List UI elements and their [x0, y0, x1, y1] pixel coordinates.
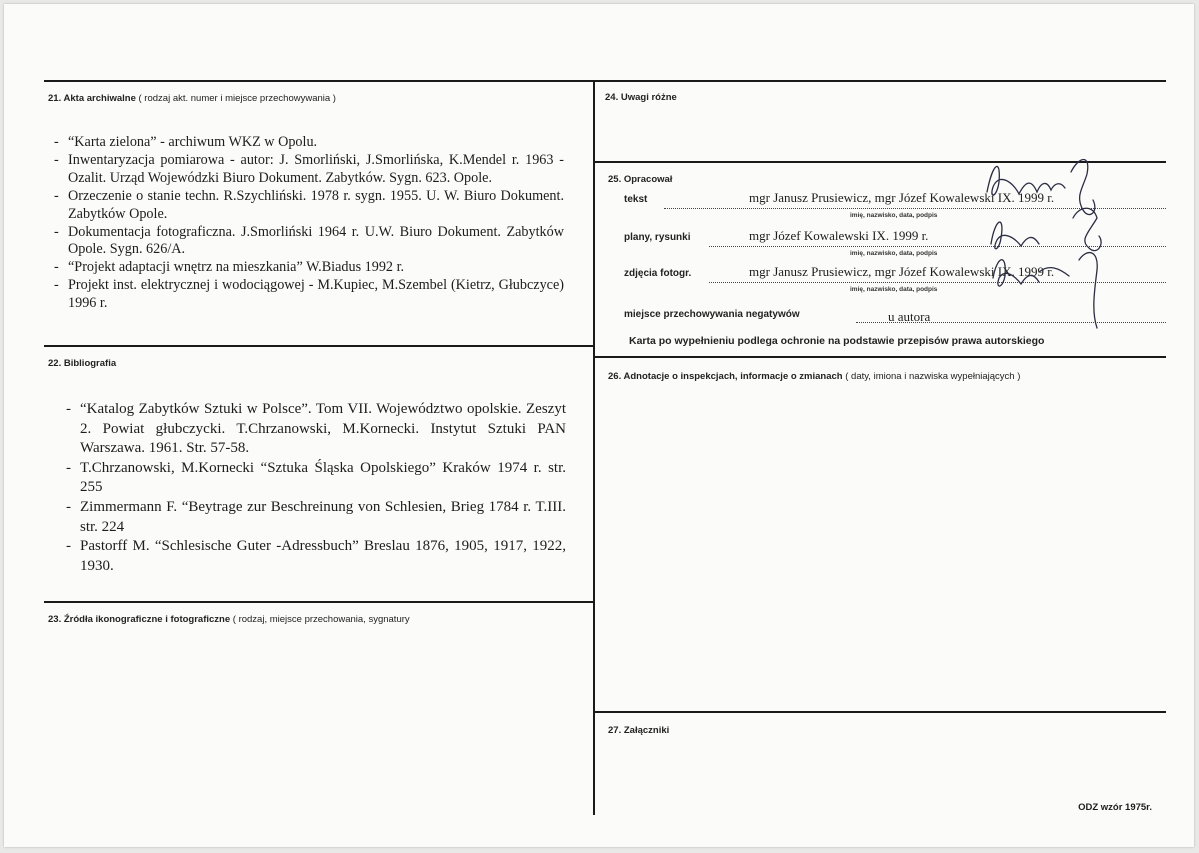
- row-value: mgr Józef Kowalewski IX. 1999 r.: [749, 228, 929, 243]
- section-26-header: 26. Adnotacje o inspekcjach, informacje o zmianach ( daty, imiona i nazwiska wypełniających ): [608, 371, 1021, 382]
- section-23-header: 23. Źródła ikonograficzne i fotograficzne ( rodzaj, miejsce przechowania, sygnatury: [48, 614, 410, 625]
- list-item: - Pastorff M. “Schlesische Guter -Adressbuch” Breslau 1876, 1905, 1917, 1922, 1930.: [66, 537, 566, 576]
- negatives-value: u autora: [888, 309, 931, 324]
- list-item: - “Karta zielona” - archiwum WKZ w Opolu.: [54, 134, 564, 152]
- row-label: plany, rysunki: [624, 232, 691, 243]
- section-27-header: 27. Załączniki: [608, 725, 670, 736]
- section-22-header: 22. Bibliografia: [48, 358, 117, 369]
- row-value: mgr Janusz Prusiewicz, mgr Józef Kowalewski IX. 1999 r.: [749, 190, 1055, 205]
- archival-records-list: [54, 134, 564, 313]
- rule-22-23: [44, 601, 593, 603]
- list-item: - “Katalog Zabytków Sztuki w Polsce”. Tom VII. Województwo opolskie. Zeszyt 2. Powiat głubczycki. T.Chrzanowski, M.Kornecki. Instytut Sztuki PAN Warszawa. 1961. Str. 57-58.: [66, 400, 566, 459]
- list-item: - Inwentaryzacja pomiarowa - autor: J. Smorliński, J.Smorlińska, K.Mendel r. 1963 - Ozalit. Urząd Wojewódzki Biuro Dokument. Zabytków. Sygn. 623. Opole.: [54, 152, 564, 188]
- list-item: - Orzeczenie o stanie techn. R.Szychliński. 1978 r. sygn. 1955. U. W. Biuro Dokument. Zabytków Opole.: [54, 188, 564, 224]
- list-item: - Projekt inst. elektrycznej i wodociągowej - M.Kupiec, M.Szembel (Kietrz, Głubczyce) 1996 r.: [54, 277, 564, 313]
- row-caption: imię, nazwisko, data, podpis: [850, 250, 938, 257]
- rule-26-27: [594, 711, 1166, 713]
- rule-21-22: [44, 345, 593, 347]
- rule-25-26: [594, 356, 1166, 358]
- list-item: - Dokumentacja fotograficzna. J.Smorliński 1964 r. U.W. Biuro Dokument. Zabytków Opole. Sygn. 626/A.: [54, 224, 564, 260]
- row-caption: imię, nazwisko, data, podpis: [850, 212, 938, 219]
- form-template-label: ODZ wzór 1975r.: [1078, 802, 1152, 813]
- list-item: - “Projekt adaptacji wnętrz na mieszkania” W.Biadus 1992 r.: [54, 259, 564, 277]
- row-label: tekst: [624, 194, 648, 205]
- signature-drawing: [979, 152, 1129, 352]
- row-label: zdjęcia fotogr.: [624, 268, 692, 279]
- bibliography-list: [66, 400, 566, 576]
- document-page: [4, 4, 1194, 847]
- negatives-label: miejsce przechowywania negatywów: [624, 309, 800, 320]
- top-rule: [44, 80, 1166, 82]
- section-24-header: 24. Uwagi różne: [605, 92, 677, 103]
- section-21-header: 21. Akta archiwalne ( rodzaj akt. numer i miejsce przechowywania ): [48, 93, 336, 104]
- list-item: - Zimmermann F. “Beytrage zur Beschreinung von Schlesien, Brieg 1784 r. T.III. str. 224: [66, 498, 566, 537]
- center-divider: [593, 80, 595, 815]
- row-value: mgr Janusz Prusiewicz, mgr Józef Kowalewski IX. 1999 r.: [749, 264, 1055, 279]
- row-caption: imię, nazwisko, data, podpis: [850, 286, 938, 293]
- copyright-note: Karta po wypełnieniu podlega ochronie na podstawie przepisów prawa autorskiego: [629, 335, 1045, 347]
- section-25-header: 25. Opracował: [608, 174, 673, 185]
- list-item: - T.Chrzanowski, M.Kornecki “Sztuka Śląska Opolskiego” Kraków 1974 r. str. 255: [66, 459, 566, 498]
